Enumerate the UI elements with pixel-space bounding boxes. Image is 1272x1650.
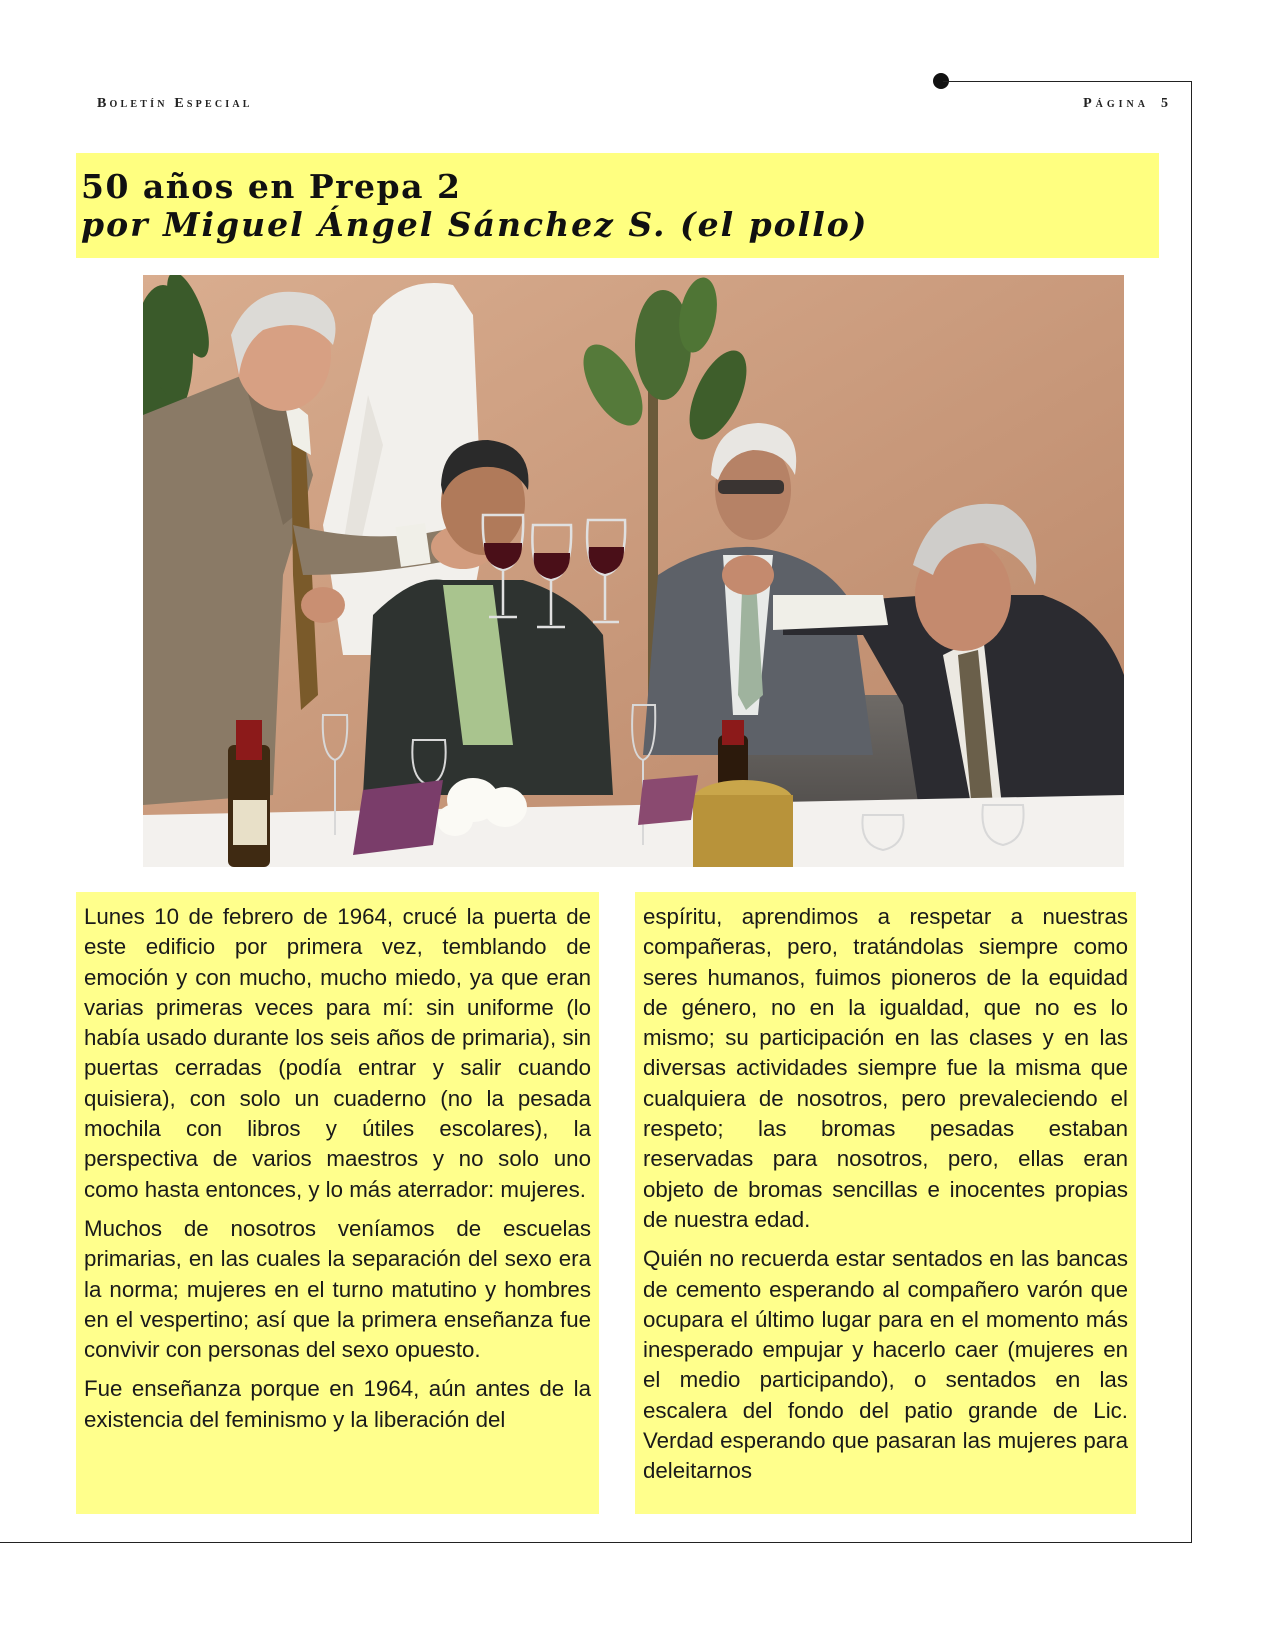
paragraph: Lunes 10 de febrero de 1964, crucé la puerta de este edificio por primera vez, temblando de emoción y con mucho, mucho miedo, ya que eran varias primeras veces para mí: sin uniforme (lo había usado durante los seis años de primaria), sin puertas cerradas (podía entrar y salir cuando quisiera), con solo un cuaderno (no la pesada mochila con libros y útiles escolares), la perspectiva de varios maestros y no solo uno como hasta entonces, y lo más aterrador: mujeres.: [84, 904, 591, 1202]
article-photo: [143, 275, 1124, 867]
page-number: 5: [1161, 96, 1172, 111]
title-banner: [76, 153, 1159, 258]
paragraph: espíritu, aprendimos a respetar a nuestras compañeras, pero, tratándolas siempre como seres humanos, fuimos pioneros de la equidad de género, no en la igualdad, que no es lo mismo; su participación en las clases y en las diversas actividades siempre fue la misma que cualquiera de nosotros, pero prevaleciendo el respeto; las bromas pesadas estaban reservadas para nosotros, pero, ellas eran objeto de bromas sencillas e inocentes propias de nuestra edad.: [643, 904, 1128, 1232]
page-label: Página: [1083, 96, 1149, 111]
page-border-right: [1191, 81, 1192, 1543]
publication-name: Boletín Especial: [97, 96, 253, 111]
article-title: 50 años en Prepa 2: [81, 167, 462, 206]
page-border-bottom: [0, 1542, 1192, 1543]
article-column-right: [635, 892, 1136, 1514]
header-rule: [943, 81, 1192, 82]
paragraph: Muchos de nosotros veníamos de escuelas primarias, en las cuales la separación del sexo era la norma; mujeres en el turno matutino y hombres en el vespertino; así que la primera enseñanza fue convivir con personas del sexo opuesto.: [84, 1215, 591, 1363]
article-column-left: [76, 892, 599, 1514]
paragraph: Quién no recuerda estar sentados en las bancas de cemento esperando al compañero varón que ocupara el último lugar para en el momento más inesperado empujar y hacerlo caer (mujeres en el medio participando), o sentados en las escalera del fondo del patio grande de Lic. Verdad esperando que pasaran las mujeres para deleitarnos: [643, 1246, 1128, 1484]
article-byline: por Miguel Ángel Sánchez S. (el pollo): [81, 205, 869, 244]
paragraph: Fue enseñanza porque en 1964, aún antes de la existencia del feminismo y la liberación del: [84, 1376, 591, 1432]
page-indicator: [1083, 96, 1172, 112]
